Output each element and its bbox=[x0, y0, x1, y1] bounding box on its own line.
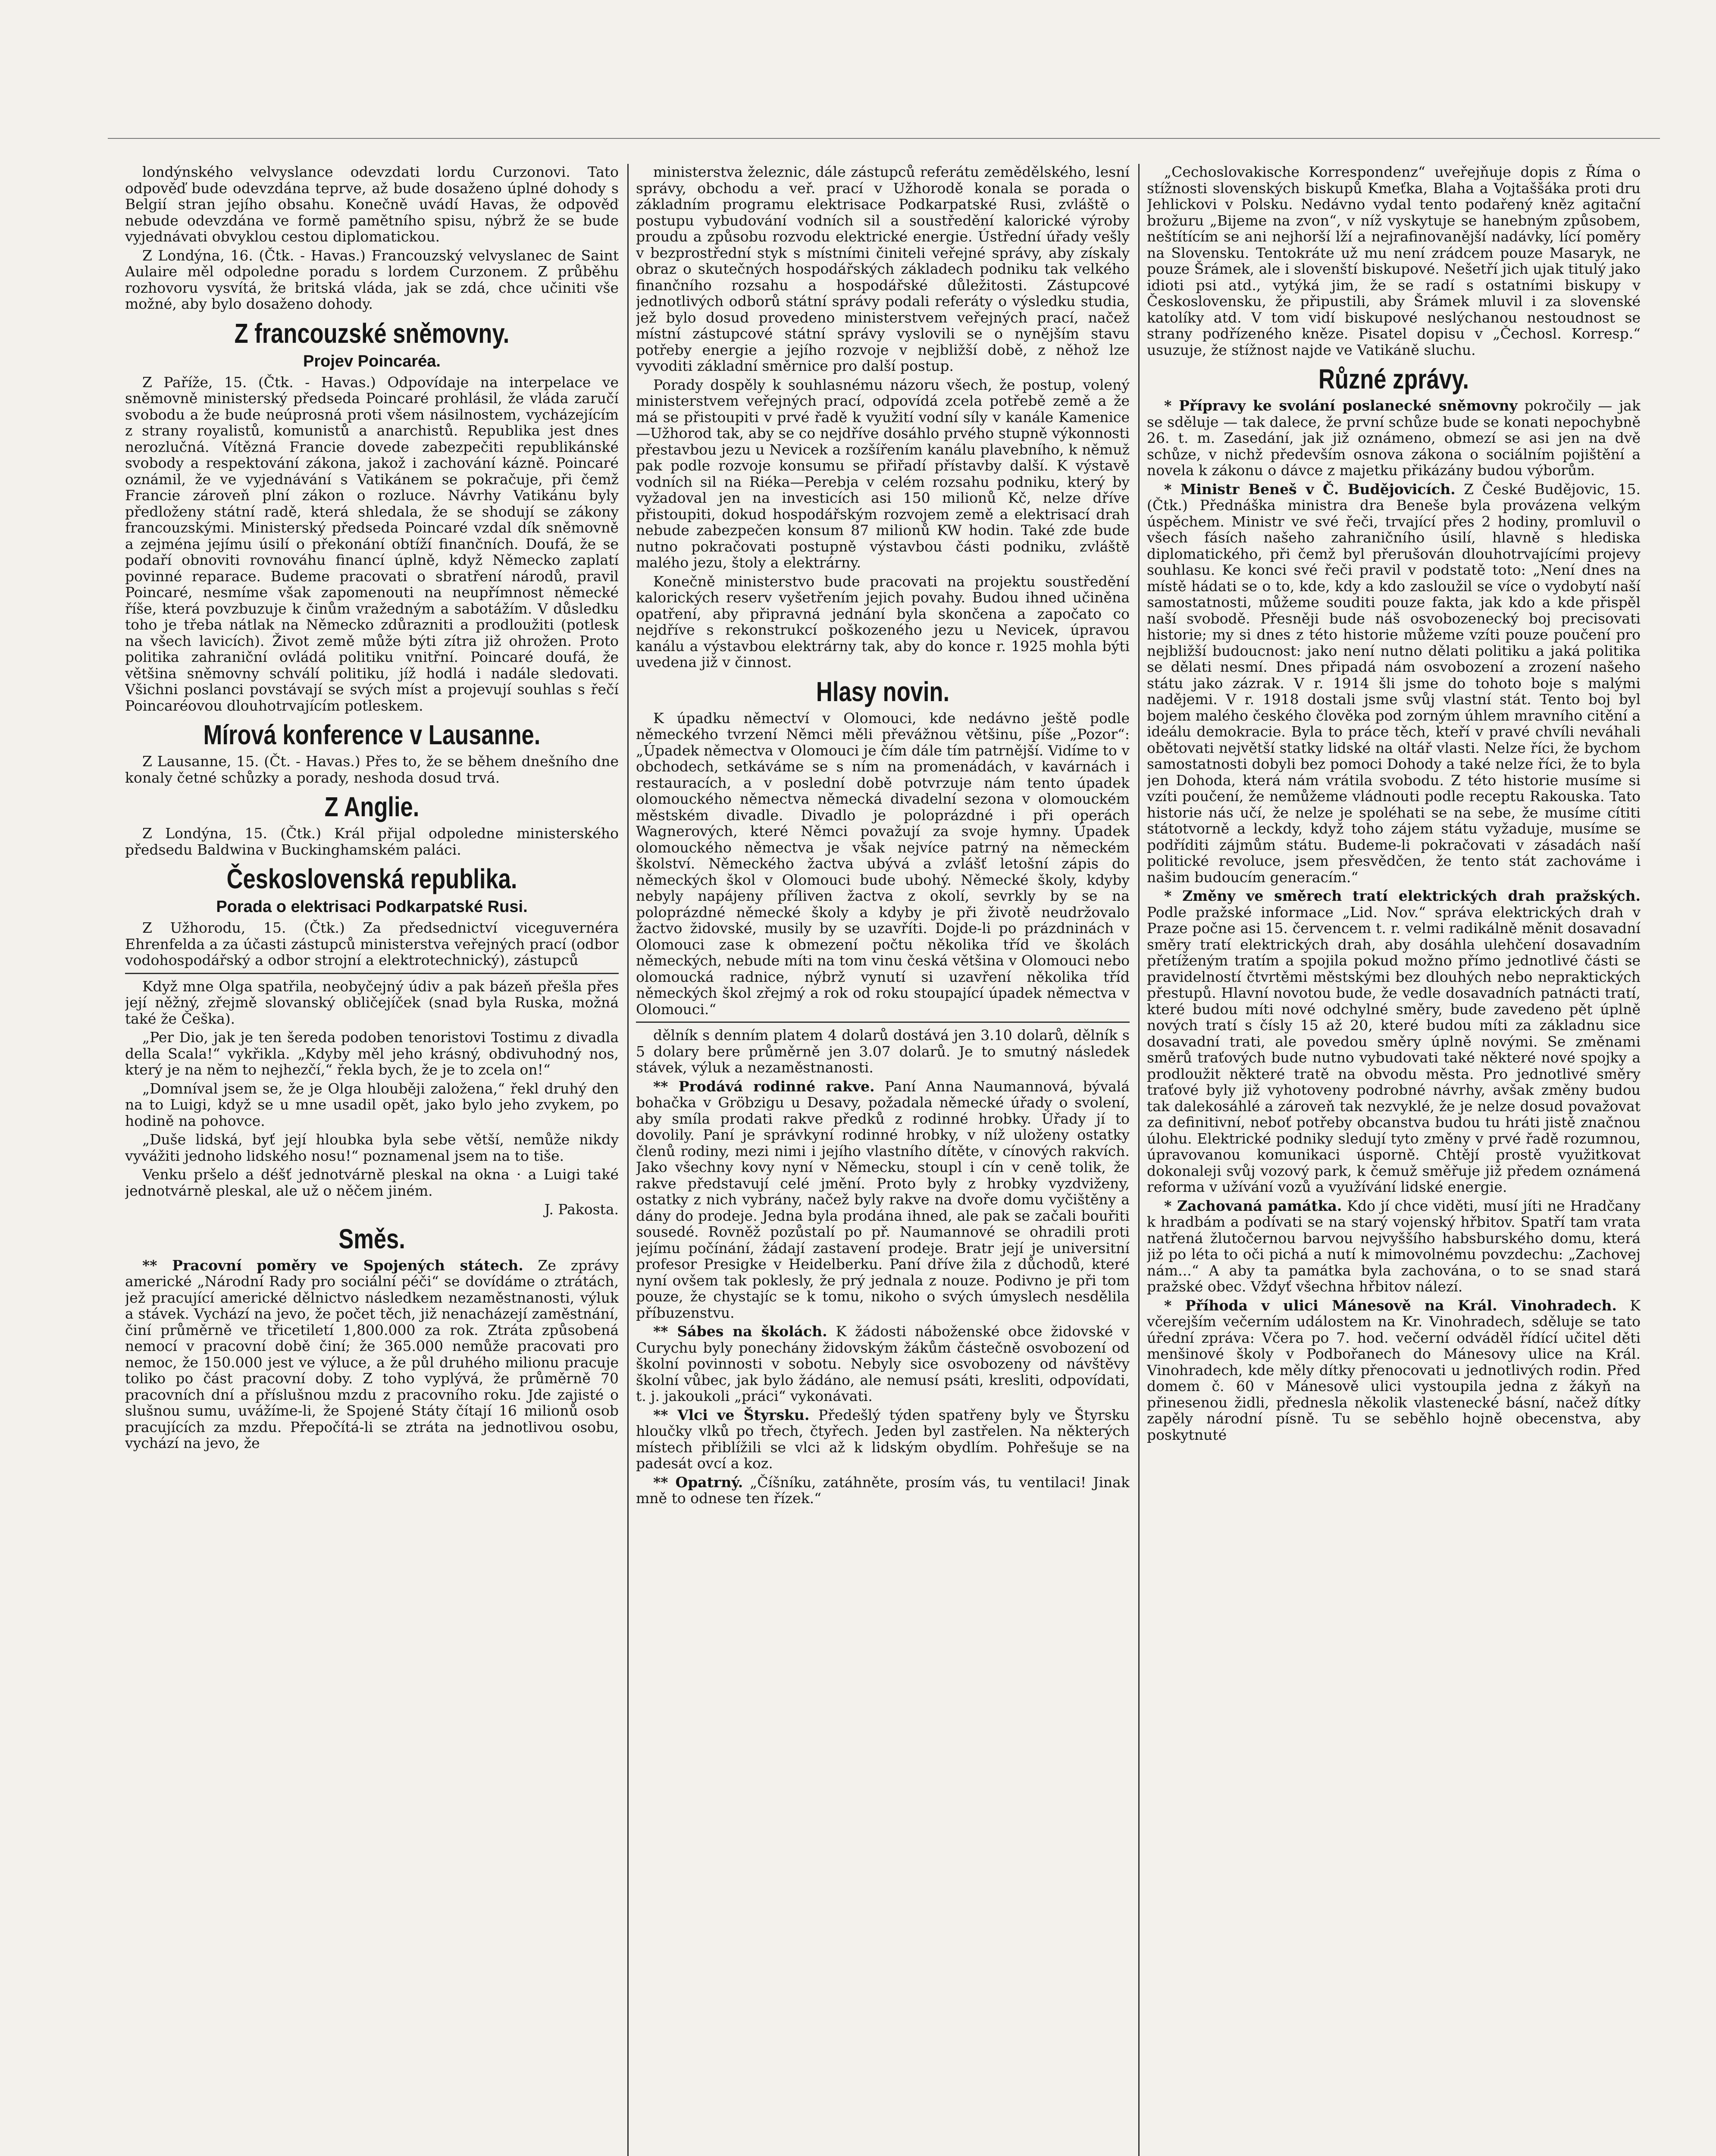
news-item-text: K včerejším večerním událostem na Kr. Vinohradech, sděluje se tato úřední zpráva: Včera po 7. hod. večerní odváděl řídící učitel děti menšinové školy v Podbořanech do Mánesovy ulice na Král. Vinohradech, kde měly dítky přenocovati u jednotlivých rodin. Před domem č. 60 v Mánesově ulici vystoupila jedna z žákyň na přinesenou židli, přednesla několik vlastenecké básní, načež dítky zapěly národní písně. Tu se seběhlo hojně obecenstva, aby poskytnuté bbox=[1147, 1297, 1641, 1443]
news-item-text: K žádosti náboženské obce židovské v Curychu byly ponechány židovským žákům částečně osvobození od školní povinnosti v sobotu. Nebyly sice osvobozeny od návštěvy školní vůbec, jak bylo žádáno, ale nemusí psáti, kresliti, odpovídati, t. j. jakoukoli „práci“ vykonávati. bbox=[636, 1323, 1130, 1404]
column-2 bbox=[636, 164, 1130, 2156]
article-paragraph: K úpadku němectví v Olomouci, kde nedávno ještě podle německého tvrzení Němci měli převážnou většinu, píše „Pozor“: „Úpadek němectva v Olomouci je čím dále tím patrnější. Vidíme to v obchodech, setkáváme se s ním na promenádách, v kavárnách i restauracích, a v poslední době potvrzuje nám tento úpadek olomouckého němectva německá divadelní sezona v olomouckém městském divadle. Divadlo je poloprázdné i při operách Wagnerových, které Němci považují za svoje hymny. Úpadek olomouckého němectva je však nejvíce patrný na německém školství. Německého žactva ubývá a zvlášť letošní zápis do německých škol v Olomouci bude ubohý. Německé školy, kdyby nebyly napájeny příliven žactva z okolí, sevrkly by se na poloprázdné německé školy a kdyby je při životě neudržovalo žactvo židovské, musily by se uzavříti. Dojde-li po prázdninách v Olomouci zase k obmezení počtu několika tříd ve školách německých, nebude míti na tom vinu česká většina v Olomouci nebo olomoucká radnice, nýbrž vynutí si uzavření několika tříd německých škol zřejmý a rok od roku stoupající úpadek němectva v Olomouci.“ bbox=[636, 709, 1130, 1018]
headline-ceskoslovenska-republika: Československá republika. bbox=[226, 863, 517, 894]
article-paragraph: Z Lausanne, 15. (Čt. - Havas.) Přes to, že se během dnešního dne konaly četné schůzky a porady, neshoda dosud trvá. bbox=[125, 753, 619, 786]
news-item-title: * Příhoda v ulici Mánesově na Král. Vinohradech. bbox=[1164, 1297, 1617, 1314]
article-paragraph: ministerstva železnic, dále zástupců referátu zemědělského, lesní správy, obchodu a veř. prací v Užhorodě konala se porada o základním programu elektrisace Podkarpatské Rusi, zvláště o postupu vybudování vodních sil a soustředění kalorické výroby proudu a způsobu rozvodu elektrické energie. Ústřední úřady vešly v bezprostřední styk s místními činiteli veřejné správy, aby získaly obraz o skutečných hospodářských základech podniku tak velkého finančního rozsahu a hospodářské důležitosti. Zástupcové jednotlivých odborů státní správy podali referáty o výsledku studia, jež bylo dosud provedeno ministerstvem veřejných prací, načež místní zástupcové státní správy vyslovili se o nynějším stavu potřeby energie a jejího rozvoje v nejbližší době, z něhož lze vyvoditi základní směrnice pro další postup. bbox=[636, 164, 1130, 374]
article-paragraph: „Cechoslovakische Korrespondenz“ uveřejňuje dopis z Říma o stížnosti slovenských biskupů Kmeťka, Blaha a Vojtaššáka proti dru Jehlickovi v Polsku. Nedávno vydal tento podařený kněz agitační brožuru „Bijeme na zvon“, v níž vyskytuje se hanebným způsobem, neštítícím se ani nejhorší lží a nejrafinovanější nadávky, lící poměry na Slovensku. Tentokráte už mu není zrádcem pouze Masaryk, ne pouze Šrámek, ale i slovenští biskupové. Nešetří jich ujak titulý jako idioti psi atd., vytýká jim, že se radí s ostatními biskupy v Československu, že připustili, aby Šrámek mluvil i za slovenské katolíky atd. V tom vidí biskupové neslýchanou nestoudnost se strany podřízeného kněze. Pisatel dopisu v „Čechosl. Korresp.“ usuzuje, že stížnost najde ve Vatikáně sluchu. bbox=[1147, 164, 1641, 358]
news-item-title: ** Pracovní poměry ve Spojených státech. bbox=[142, 1257, 523, 1274]
news-item-text: Ze zprávy americké „Národní Rady pro sociální péči“ se dovídáme o ztrátách, jež pracující americké dělnictvo následkem nezaměstnanosti, výluk a stávek. Vychází na jevo, že počet těch, již nenacházejí zaměstnání, činí průměrně ve třicetiletí 1,800.000 za rok. Ztráta způsobená nemocí v pracovní době činí; že 365.000 nemůže pracovati pro nemoc, že 150.000 jest ve výluce, a že půl druhého milionu pracuje toliko po část pracovní doby. Z toho vyplývá, že průměrně 70 pracovních dní a příslušnou mzdu z pracovního roku. Jde zajisté o slušnou sumu, uvážíme-li, že Spojené Státy čítají 16 milionů osob pracujících za mzdu. Přepočítá-li se ztráta na jednotlivou osobu, vychází na jevo, že bbox=[125, 1257, 619, 1451]
column-rule-2 bbox=[1138, 164, 1140, 2156]
headline-smes: Směs. bbox=[338, 1223, 405, 1254]
headline-francouzska-snemovna: Z francouzské sněmovny. bbox=[234, 317, 510, 349]
news-item-title: * Ministr Beneš v Č. Budějovicích. bbox=[1164, 480, 1456, 498]
headline-lausanne: Mírová konference v Lausanne. bbox=[203, 719, 541, 750]
page-top-edge bbox=[108, 138, 1660, 139]
news-item-text: Podle pražské informace „Lid. Nov.“ správa elektrických drah v Praze počne asi 15. červencem t. r. velmi radikálně měnit dosavadní směry tratí elektrických drah, aby dosáhla ulehčení dosavadním přetíženým tratím a spojila pokud možno přímo jednotlivé části se pravidelností čtvrtěmi městskými bez dlouhých nebo nepraktických přestupů. Hlavní novotou bude, že vedle dosavadních patnácti tratí, které budou míti nové odchylné směry, bude zavedeno pět úplně nových tratí s čísly 15 až 20, které budou míti za základnu sice dosavadní trati, ale povedou směry úplně novými. Se změnami směrů traťových bude nutno vybudovati také některé nové spojky a prodloužit některé tratě na obvodu města. Pro jednotlivé směry traťové byly již vyhotoveny podrobné návrhy, avšak změny budou tak dalekosáhlé a zároveň tak nezvyklé, že je nelze dosud považovat za definitivní, neboť potřeby obcanstva budou tu hráti jistě značnou úlohu. Elektrické podniky sledují tyto změny v prvé řadě rozumnou, úpravovanou komunikaci úsporně. Chtějí prostě využitkovat dokonaleji svůj vozový park, k čemuž směřuje již předem oznámená reforma v užívání vozů a využívání lidské energie. bbox=[1147, 903, 1641, 1195]
subheadline-elektrisace: Porada o elektrisaci Podkarpatské Rusi. bbox=[216, 898, 528, 916]
news-item-title: * Přípravy ke svolání poslanecké sněmovny bbox=[1164, 397, 1518, 414]
news-item-title: ** Prodává rodinné rakve. bbox=[653, 1078, 875, 1095]
section-divider bbox=[125, 973, 619, 974]
news-item-title: ** Vlci ve Štyrsku. bbox=[653, 1406, 810, 1423]
news-item-text: pokročily — jak se sděluje — tak dalece, že první schůze bude se konati nepochybně 26. t. m. Zasedání, jak již oznámeno, obmezí se asi jen na dvě schůze, v nichž především osnova zákona o sociálním pojištění a novela k zákonu o dávce z majetku přikázány budou výborům. bbox=[1147, 397, 1641, 479]
news-item-text: „Číšníku, zatáhněte, prosím vás, tu ventilaci! Jinak mně to odnese ten řízek.“ bbox=[636, 1473, 1130, 1507]
article-paragraph: londýnského velvyslance odevzdati lordu Curzonovi. Tato odpověď bude odevzdána teprve, až bude dosaženo úplné dohody s Belgií stran jejího obsahu. Konečně uvádí Havas, že odpověď nebude odevzdána ve formě pamětního spisu, nýbrž že se bude vyjednávati obvyklou cestou diplomatickou. bbox=[125, 164, 619, 245]
feuilleton-paragraph: „Duše lidská, byť její hloubka byla sebe větší, nemůže nikdy vyvážiti jednoho lidského nosu!“ poznamenal jsem na to tiše. bbox=[125, 1131, 619, 1164]
article-paragraph: dělník s denním platem 4 dolarů dostává jen 3.10 dolarů, dělník s 5 dolary bere průměrně jen 3.07 dolarů. Je to smutný následek stávek, výluk a nezaměstnanosti. bbox=[636, 1027, 1130, 1076]
feuilleton-paragraph: Když mne Olga spatřila, neobyčejný údiv a pak bázeň přešla přes její něžný, zřejmě slovanský obličejíček (snad byla Ruska, možná také že Češka). bbox=[125, 978, 619, 1027]
article-paragraph: Porady dospěly k souhlasnému názoru všech, že postup, volený ministerstvem veřejných prací, odpovídá zcela potřebě země a že má se přistoupiti v prvé řadě k využití vodní síly v kanále Kamenice—Užhorod tak, aby se co nejdříve dosáhlo prvého stupně výkonnosti přestavbou jezu u Nevicek a rozšířením kanálu plavebního, k němuž pak podle rozvoje konsumu se přiřadí přístavby další. K výstavě vodních sil na Riéka—Perebja v celém rozsahu podniku, který by vyžadoval jen na investicích asi 150 milionů Kč, nelze dříve přistoupiti, dokud hospodářským rozvojem země a elektrisací drah nebude zabezpečen konsum 87 milionů KW hodin. Také zde bude nutno pokračovati postupně výstavbou části podniku, zvláště malého jezu, štoly a elektrárny. bbox=[636, 376, 1130, 571]
feuilleton-paragraph: „Per Dio, jak je ten šereda podoben tenoristovi Tostimu z divadla della Scala!“ vykřikla. „Kdyby měl jeho krásný, obdivuhodný nos, který je na něm to nejhezčí,“ řekla bych, že je to zcela on!“ bbox=[125, 1029, 619, 1078]
column-3 bbox=[1147, 164, 1641, 2156]
news-item-text: Kdo jí chce viděti, musí jíti ne Hradčany k hradbám a podívati se na starý vojenský hřbitov. Spatří tam vrata natřená žlutočernou barvou nejvyššího habsburského domu, která již po léta to oči pichá a nutí k mimovolnému povzdechu: „Zachovej nám...“ A aby ta památka byla zachována, o to se snad stará pražské obec. Vždyť všechna hřbitov nálezí. bbox=[1147, 1197, 1641, 1295]
news-item-text: Z České Budějovic, 15. (Čtk.) Přednáška ministra dra Beneše byla provázena velkým úspěchem. Ministr ve své řeči, trvající přes 2 hodiny, promluvil o všech fásích našeho zahraničního úsilí, hlavně s hlediska diplomatického, při čemž byl přerušován dlouhotrvajícími projevy souhlasu. Ke konci své řeči pravil v podstatě toto: „Není dnes na místě hádati se o to, kde, kdy a kdo zasloužil se více o vydobytí naší samostatnosti, můžeme souditi pouze fakta, jak kdo a kde přispěl naší svobodě. Přesněji bude náš osvobozenecký boj precisovati historie; my si dnes z této historie můžeme vzíti pouze poučení pro nejbližší budoucnost: jako není nutno dělati politiku a jaká politika se dělati nesmí. Dnes připadá nám osvobození a zrození našeho státu jako zázrak. V r. 1914 šli jsme do tohoto boje s malými nadějemi. V r. 1918 dostali jsme svůj vlastní stát. Tento boj byl bojem malého českého člověka pod zorným úhlem mravního citění a ideálu demokracie. Byla to práce těch, kteří v pravé chvíli neváhali obětovati největší statky lidské na oltář vlasti. Nelze říci, že bychom samostatnosti dobyli bez pomoci Dohody a také nelze říci, že to byla jen Dohoda, která nám vrátila svobodu. Z této historie musíme si vzíti poučení, že nemůžeme vládnouti podle receptu Rakouska. Tato historie nás učí, že nelze je spoléhati se na sebe, že musíme cítiti státotvorně a leckdy, když toho zájem státu vyžaduje, musíme se podříditi zájmům státu. Budeme-li pokračovati v zásadách naší politické revoluce, jsem přesvědčen, že tento stát zachováme i našim budoucím generacím.“ bbox=[1147, 480, 1641, 886]
article-paragraph: Z Paříže, 15. (Čtk. - Havas.) Odpovídaje na interpelace ve sněmovně ministerský předseda Poincaré prohlásil, že vláda zaručí svobodu a že bude neúprosná proti všem násilnostem, vycházejícím z strany royalistů, komunistů a anarchistů. Republika jest dnes nerozlučná. Vítězná Francie dovede zabezpečiti republikánské svobody a respektování zákona, jakož i zachování kázně. Poincaré oznámil, že ve vyjednávání s Vatikánem se pokračuje, při čemž Francie zároveň plní zákon o rozluce. Návrhy Vatikánu byly předloženy státní radě, která shledala, že se shodují se zákony francouzskými. Ministerský předseda Poincaré vzdal dík sněmovně a zejména jejímu úsilí o překonání obtíží finančních. Doufá, že se podaří obnoviti rovnováhu financí úplně, když Německo zaplatí povinné reparace. Budeme pracovati o sbratření národů, pravil Poincaré, nesmíme však zapomenouti na neupřímnost německé říše, která povzbuzuje k činům vražedným a sabotážím. V důsledku toho je třeba nátlak na Německo zdůrazniti a prodloužiti (potlesk na všech lavicích). Život země může býti zítra již ohrožen. Proto politika zahraniční ovládá politiku vnitřní. Poincaré doufá, že většina sněmovny schválí politiku, jíž hodlá i nadále sledovati. Všichni poslanci povstávají se svých míst a projevují souhlas s řečí Poincaréovou dlouhotrvajícím potleskem. bbox=[125, 373, 619, 714]
article-paragraph: Konečně ministerstvo bude pracovati na projektu soustředění kalorických reserv vyšetřením jejich povahy. Budou ihned učiněna opatření, aby připravná jednání byla skončena a započato co nejdříve s rekonstrukcí poškozeného jezu u Nevicek, úpravou kanálu a výstavbou elektrárny tak, aby do konce r. 1925 mohla býti uvedena již v činnost. bbox=[636, 573, 1130, 671]
news-item-text: Předešlý týden spatřeny byly ve Štyrsku hloučky vlků po třech, čtyřech. Jeden byl zastřelen. Na některých místech přiblížili se vlci až k lidským obydlím. Pohřešuje se na padesát ovcí a koz. bbox=[636, 1406, 1130, 1472]
column-1 bbox=[125, 164, 619, 2156]
news-item-title: * Změny ve směrech tratí elektrických drah pražských. bbox=[1164, 887, 1641, 904]
author-signature: J. Pakosta. bbox=[544, 1201, 619, 1218]
news-item-title: ** Opatrný. bbox=[653, 1473, 743, 1491]
column-rule-1 bbox=[627, 164, 629, 2156]
news-item-title: ** Sábes na školách. bbox=[653, 1323, 827, 1340]
headline-ruzne-zpravy: Různé zprávy. bbox=[1318, 364, 1469, 395]
article-paragraph: Z Užhorodu, 15. (Čtk.) Za předsednictví viceguvernéra Ehrenfelda a za účasti zástupců ministerstva veřejných prací (odbor vodohospodářský a odbor strojní a elektrotechnický), zástupců bbox=[125, 919, 619, 968]
subheadline-poincare: Projev Poincaréa. bbox=[303, 352, 441, 370]
headline-hlasy-novin: Hlasy novin. bbox=[816, 676, 950, 707]
newspaper-page bbox=[125, 164, 1643, 2156]
feuilleton-paragraph: Venku pršelo a déšť jednotvárně pleskal na okna · a Luigi také jednotvárně pleskal, ale už o něčem jiném. bbox=[125, 1166, 619, 1199]
headline-anglie: Z Anglie. bbox=[324, 791, 420, 822]
news-item-text: Paní Anna Naumannová, bývalá bohačka v Gröbzigu u Desavy, požadala německé úřady o svolení, aby smíla prodati rakve předků z rodinné hrobky. Úřady jí to dovolily. Paní je správkyní rodinné hrobky, v níž uloženy ostatky členů rodiny, mezi nimi i jejího vlastního dítěte, v cínových rakvích. Jako všechny kovy nyní v Německu, stoupl i cín v ceně tolik, že rakve představují celé jmění. Proto byly z hrobky vyzdviženy, ostatky z nich vybrány, načež byly rakve na dvoře domu vyčištěny a dány do prodeje. Jedna byla prodána ihned, ale pak se začali bouřiti sousedé. Rovněž pozůstalí po př. Naumannové se ohradili proti jejímu počínání, žádají zastavení prodeje. Bratr její je universitní profesor Presigke v Heidelberku. Paní dříve žila z důchodů, které nyní ovšem tak poklesly, že prý jednala z nouze. Podivno je při tom pouze, že chystajíc se k tomu, nikoho o svých úmyslech nesdělila příbuzenstvu. bbox=[636, 1078, 1130, 1321]
article-paragraph: Z Londýna, 15. (Čtk.) Král přijal odpoledne ministerského předsedu Baldwina v Buckinghamském paláci. bbox=[125, 825, 619, 858]
section-divider bbox=[636, 1022, 1130, 1023]
article-paragraph: Z Londýna, 16. (Čtk. - Havas.) Francouzský velvyslanec de Saint Aulaire měl odpoledne poradu s lordem Curzonem. Z průběhu rozhovoru vysvítá, že britská vláda, jak se zdá, chce učiniti vše možné, aby bylo dosaženo dohody. bbox=[125, 247, 619, 312]
feuilleton-paragraph: „Domníval jsem se, že je Olga hlouběji založena,“ řekl druhý den na to Luigi, když se u mne usadil opět, jako bylo jeho zvykem, po hodině na pohovce. bbox=[125, 1080, 619, 1129]
news-item-title: * Zachovaná památka. bbox=[1164, 1197, 1342, 1214]
